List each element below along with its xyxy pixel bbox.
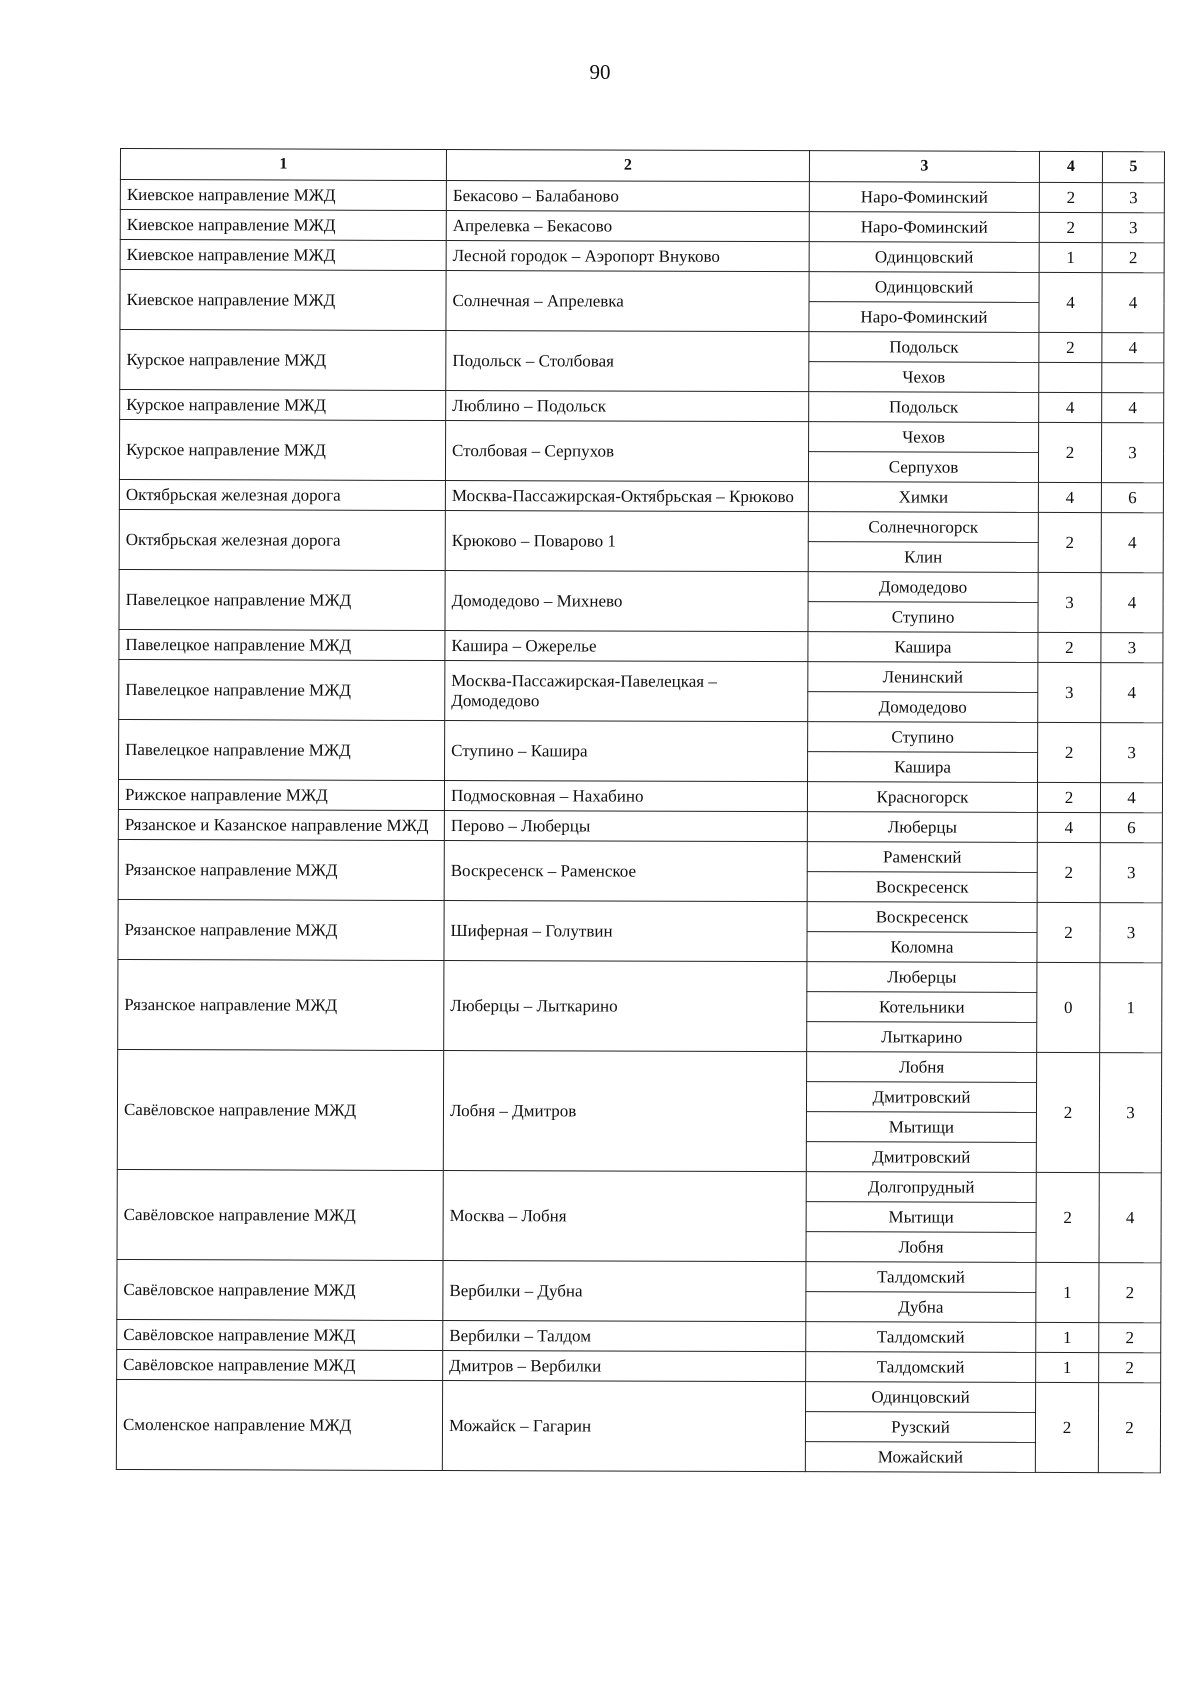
direction-cell: Савёловское направление МЖД (117, 1349, 443, 1380)
section-cell: Домодедово – Михнево (445, 571, 808, 632)
col4-cell: 4 (1039, 272, 1102, 332)
col4-cell: 4 (1038, 482, 1101, 512)
section-cell: Люберцы – Лыткарино (444, 961, 807, 1052)
district-cell: Котельники (807, 992, 1037, 1023)
col5-cell: 4 (1102, 333, 1164, 363)
district-cell: Наро-Фоминский (809, 182, 1039, 213)
col5-cell: 4 (1102, 393, 1164, 423)
direction-cell: Павелецкое направление МЖД (119, 719, 445, 780)
col4-cell: 0 (1037, 962, 1100, 1052)
district-cell: Лыткарино (807, 1022, 1037, 1053)
table-row (120, 210, 1164, 243)
table-row (118, 899, 1162, 932)
direction-cell: Киевское направление МЖД (120, 240, 446, 271)
district-cell: Одинцовский (809, 242, 1039, 273)
section-cell: Солнечная – Апрелевка (446, 271, 809, 332)
district-cell: Ступино (808, 722, 1038, 753)
district-cell: Домодедово (808, 572, 1038, 603)
table-row (117, 1349, 1161, 1382)
col5-cell: 2 (1099, 1353, 1161, 1383)
col5-cell: 1 (1100, 963, 1162, 1053)
col4-cell: 4 (1037, 812, 1100, 842)
table-row (120, 420, 1164, 453)
railway-sections-table (116, 148, 1165, 1473)
table-row (118, 839, 1162, 872)
district-cell: Люберцы (807, 962, 1037, 993)
col4-cell: 2 (1039, 182, 1102, 212)
district-cell: Мытищи (806, 1202, 1036, 1233)
col5-cell: 3 (1100, 843, 1162, 903)
section-cell: Люблино – Подольск (446, 391, 809, 422)
col5-cell: 2 (1099, 1323, 1161, 1353)
col5-cell: 4 (1100, 783, 1162, 813)
district-cell: Серпухов (808, 452, 1038, 483)
direction-cell: Савёловское направление МЖД (117, 1049, 443, 1170)
district-cell: Дубна (806, 1292, 1036, 1323)
col4-cell: 4 (1039, 392, 1102, 422)
header-row (120, 149, 1164, 183)
direction-cell: Октябрьская железная дорога (119, 479, 445, 510)
table-row (118, 1049, 1162, 1082)
district-cell: Лобня (807, 1052, 1037, 1083)
col5-cell: 6 (1100, 813, 1162, 843)
col5-cell: 4 (1102, 273, 1164, 333)
table-row (119, 629, 1163, 662)
direction-cell: Савёловское направление МЖД (117, 1319, 443, 1350)
district-cell: Наро-Фоминский (809, 212, 1039, 243)
direction-cell: Павелецкое направление МЖД (119, 659, 445, 720)
col5-cell: 4 (1101, 513, 1163, 573)
col5-cell: 3 (1102, 183, 1164, 213)
col4-cell: 2 (1035, 1382, 1098, 1472)
district-cell: Талдомский (806, 1262, 1036, 1293)
col4-cell: 1 (1036, 1262, 1099, 1322)
direction-cell: Рязанское и Казанское направление МЖД (118, 809, 444, 840)
col5-cell (1102, 363, 1164, 393)
col4-cell: 2 (1037, 902, 1100, 962)
col4-cell: 2 (1039, 212, 1102, 242)
section-cell: Дмитров – Вербилки (443, 1351, 806, 1382)
table-header (120, 149, 1164, 183)
district-cell: Подольск (809, 332, 1039, 363)
district-cell: Солнечногорск (808, 512, 1038, 543)
section-cell: Вербилки – Талдом (443, 1321, 806, 1352)
district-cell: Подольск (809, 392, 1039, 423)
section-cell: Столбовая – Серпухов (445, 421, 808, 482)
district-cell: Клин (808, 542, 1038, 573)
direction-cell: Курское направление МЖД (119, 420, 445, 481)
district-cell: Одинцовский (806, 1382, 1036, 1413)
district-cell: Наро-Фоминский (809, 302, 1039, 333)
section-cell: Подмосковная – Нахабино (444, 781, 807, 812)
section-cell: Москва-Пассажирская-Октябрьская – Крюково (445, 481, 808, 512)
section-cell: Бекасово – Балабаново (446, 181, 809, 212)
direction-cell: Савёловское направление МЖД (117, 1169, 443, 1260)
district-cell: Можайский (805, 1442, 1035, 1473)
col5-cell: 2 (1098, 1383, 1160, 1473)
direction-cell: Павелецкое направление МЖД (119, 569, 445, 630)
col4-cell: 2 (1036, 1172, 1099, 1262)
col4-cell: 3 (1038, 572, 1101, 632)
col5-cell: 6 (1101, 483, 1163, 513)
col5-cell: 2 (1102, 243, 1164, 273)
col4-cell: 2 (1039, 332, 1102, 362)
section-cell: Кашира – Ожерелье (445, 631, 808, 662)
table-row (120, 390, 1164, 423)
col5-cell: 3 (1102, 213, 1164, 243)
col4-cell: 2 (1036, 1052, 1099, 1172)
table-row (117, 1259, 1161, 1292)
col5-cell: 3 (1101, 723, 1163, 783)
header-col-5: 5 (1102, 152, 1164, 183)
section-cell: Воскресенск – Раменское (444, 841, 807, 902)
header-col-1: 1 (120, 149, 446, 181)
direction-cell: Рязанское направление МЖД (118, 899, 444, 960)
section-cell: Подольск – Столбовая (446, 331, 809, 392)
district-cell: Воскресенск (807, 902, 1037, 933)
header-col-4: 4 (1039, 151, 1102, 182)
col5-cell: 3 (1099, 1053, 1161, 1173)
col5-cell: 3 (1101, 423, 1163, 483)
district-cell: Дмитровский (806, 1082, 1036, 1113)
table-row (120, 330, 1164, 363)
district-cell: Химки (808, 482, 1038, 513)
col4-cell: 2 (1037, 842, 1100, 902)
section-cell: Москва – Лобня (443, 1171, 806, 1262)
direction-cell: Курское направление МЖД (120, 390, 446, 421)
district-cell: Чехов (809, 362, 1039, 393)
col5-cell: 3 (1101, 633, 1163, 663)
district-cell: Ступино (808, 602, 1038, 633)
table-body (116, 180, 1164, 1473)
section-cell: Можайск – Гагарин (442, 1381, 805, 1472)
col5-cell: 4 (1101, 573, 1163, 633)
col4-cell: 2 (1038, 722, 1101, 782)
district-cell: Красногорск (807, 782, 1037, 813)
district-cell: Рузский (805, 1412, 1035, 1443)
direction-cell: Киевское направление МЖД (120, 270, 446, 331)
page-number: 90 (589, 60, 611, 84)
table-row (119, 479, 1163, 512)
district-cell: Кашира (808, 632, 1038, 663)
col5-cell: 4 (1101, 663, 1163, 723)
table-row (117, 1169, 1161, 1202)
district-cell: Долгопрудный (806, 1172, 1036, 1203)
table-row (119, 659, 1163, 692)
section-cell: Москва-Пассажирская-Павелецкая – Домодедово (445, 661, 808, 722)
direction-cell: Киевское направление МЖД (120, 180, 446, 211)
district-cell: Дмитровский (806, 1142, 1036, 1173)
district-cell: Талдомский (806, 1322, 1036, 1353)
table-row (118, 779, 1162, 812)
col4-cell: 2 (1038, 512, 1101, 572)
section-cell: Лесной городок – Аэропорт Внуково (446, 241, 809, 272)
direction-cell: Рязанское направление МЖД (118, 959, 444, 1050)
col5-cell: 4 (1099, 1173, 1161, 1263)
header-col-2: 2 (446, 150, 809, 182)
district-cell: Раменский (807, 842, 1037, 873)
col4-cell: 1 (1036, 1352, 1099, 1382)
section-cell: Крюково – Поварово 1 (445, 511, 808, 572)
col4-cell: 1 (1039, 242, 1102, 272)
col5-cell: 3 (1100, 903, 1162, 963)
section-cell: Апрелевка – Бекасово (446, 211, 809, 242)
table-row (119, 719, 1163, 752)
table-row (119, 569, 1163, 602)
district-cell: Мытищи (806, 1112, 1036, 1143)
direction-cell: Киевское направление МЖД (120, 210, 446, 241)
direction-cell: Рижское направление МЖД (118, 779, 444, 810)
col5-cell: 2 (1099, 1263, 1161, 1323)
table-row (118, 809, 1162, 842)
table-row (118, 959, 1162, 992)
direction-cell: Рязанское направление МЖД (118, 839, 444, 900)
col4-cell (1039, 362, 1102, 392)
section-cell: Ступино – Кашира (445, 721, 808, 782)
col4-cell: 2 (1038, 632, 1101, 662)
section-cell: Перово – Люберцы (444, 811, 807, 842)
district-cell: Чехов (809, 422, 1039, 453)
col4-cell: 2 (1037, 782, 1100, 812)
section-cell: Лобня – Дмитров (443, 1051, 806, 1172)
direction-cell: Павелецкое направление МЖД (119, 629, 445, 660)
table-row (120, 180, 1164, 213)
section-cell: Шиферная – Голутвин (444, 901, 807, 962)
table-row (119, 509, 1163, 542)
district-cell: Кашира (808, 752, 1038, 783)
district-cell: Ленинский (808, 662, 1038, 693)
direction-cell: Октябрьская железная дорога (119, 509, 445, 570)
table-row (120, 270, 1164, 303)
district-cell: Воскресенск (807, 872, 1037, 903)
district-cell: Люберцы (807, 812, 1037, 843)
header-col-3: 3 (809, 151, 1039, 183)
district-cell: Лобня (806, 1232, 1036, 1263)
district-cell: Коломна (807, 932, 1037, 963)
table-row (117, 1379, 1161, 1412)
col4-cell: 2 (1038, 422, 1101, 482)
direction-cell: Смоленское направление МЖД (116, 1379, 442, 1470)
direction-cell: Савёловское направление МЖД (117, 1259, 443, 1320)
district-cell: Домодедово (808, 692, 1038, 723)
table-row (120, 240, 1164, 273)
table-row (117, 1319, 1161, 1352)
district-cell: Одинцовский (809, 272, 1039, 303)
direction-cell: Курское направление МЖД (120, 330, 446, 391)
col4-cell: 3 (1038, 662, 1101, 722)
col4-cell: 1 (1036, 1322, 1099, 1352)
district-cell: Талдомский (806, 1352, 1036, 1383)
section-cell: Вербилки – Дубна (443, 1261, 806, 1322)
